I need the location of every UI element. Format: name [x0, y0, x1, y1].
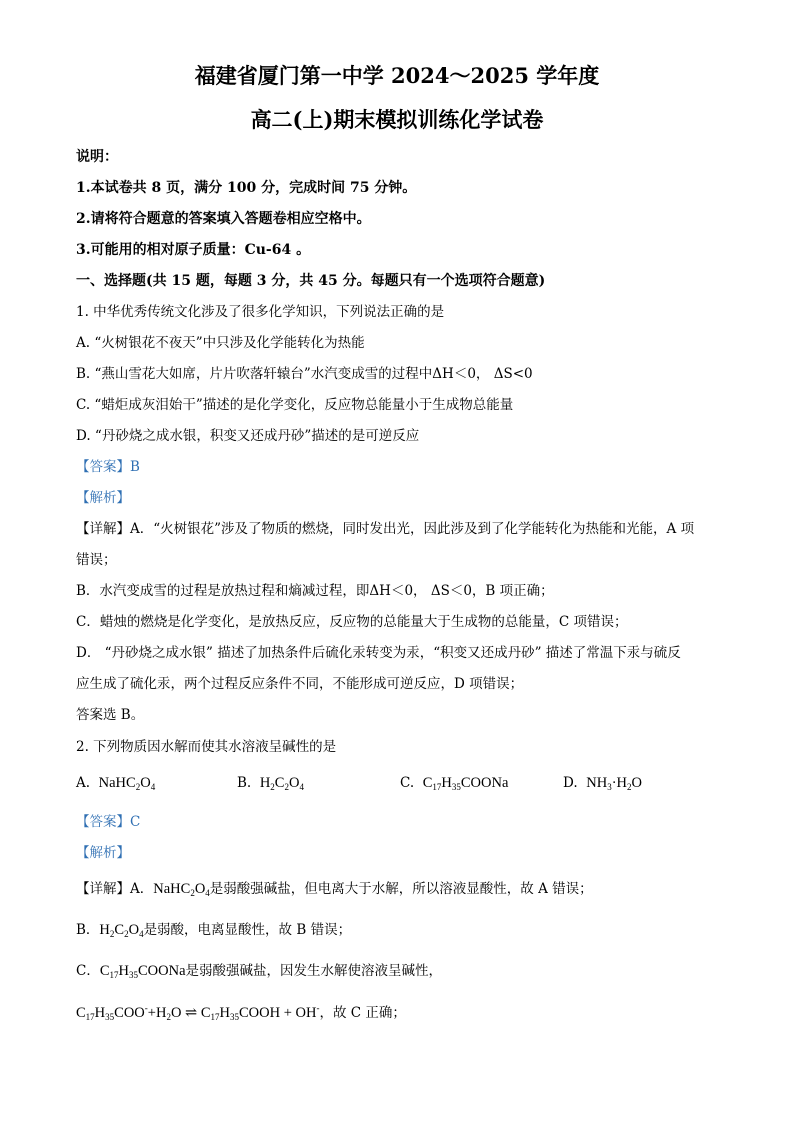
q1-option-a: A. “火树银花不夜天”中只涉及化学能转化为热能	[76, 335, 365, 351]
q1-analysis-label: 【解析】	[76, 490, 130, 506]
q1-option-d: D. “丹砂烧之成水银，积变又还成丹砂”描述的是可逆反应	[76, 428, 420, 444]
notes-heading: 说明：	[76, 149, 118, 165]
note-3: 3.可能用的相对原子质量：Cu-64 。	[76, 242, 311, 258]
q2-option-a: A. $NaHC_2O_4$	[76, 775, 156, 792]
q1-detail-c: C．蜡烛的燃烧是化学变化，是放热反应，反应物的总能量大于生成物的总能量，C 项错误；	[76, 614, 628, 630]
exam-title-line2: 高二(上)期末模拟训练化学试卷	[250, 107, 544, 132]
q2-stem: 2. 下列物质因水解而使其水溶液呈碱性的是	[76, 739, 337, 755]
note-1: 1.本试卷共 8 页，满分 100 分，完成时间 75 分钟。	[76, 180, 417, 196]
q2-option-b: B. $H_2C_2O_4$	[237, 775, 304, 792]
q1-detail-d-cont: 应生成了硫化汞，两个过程反应条件不同，不能形成可逆反应，D 项错误；	[76, 676, 524, 692]
section-heading: 一、选择题(共 15 题，每题 3 分，共 45 分。每题只有一个选项符合题意)	[76, 273, 546, 289]
q2-hydrolysis-equation: $C_{17}H_{35}COO^-+H_2O$ ⇌ $C_{17}H_{35}COOH + OH^-$，故 C 正确；	[76, 1003, 406, 1022]
q1-detail-d: D． “丹砂烧之成水银” 描述了加热条件后硫化汞转变为汞，“积变又还成丹砂” 描述了常温下汞与硫反	[76, 645, 681, 661]
exam-title-line1: 福建省厦门第一中学 2024～2025 学年度	[194, 63, 600, 88]
q1-option-b: B. “燕山雪花大如席，片片吹落轩辕台”水汽变成雪的过程中ΔH＜0， ΔS<0	[76, 366, 533, 382]
q1-stem: 1. 中华优秀传统文化涉及了很多化学知识，下列说法正确的是	[76, 304, 445, 320]
reversible-arrow-icon: ⇌	[185, 1005, 198, 1021]
q2-detail-c: C．$C_{17}H_{35}COONa$是弱酸强碱盐，因发生水解使溶液呈碱性，	[76, 963, 443, 980]
q1-detail-a-cont: 错误；	[76, 552, 117, 568]
q1-conclusion: 答案选 B。	[76, 707, 145, 723]
q2-answer: 【答案】C	[76, 814, 141, 830]
note-2: 2.请将符合题意的答案填入答题卷相应空格中。	[76, 211, 371, 227]
q2-option-c: C. $C_{17}H_{35}COONa$	[400, 775, 509, 792]
q1-option-c: C. “蜡炬成灰泪始干”描述的是化学变化，反应物总能量小于生成物总能量	[76, 397, 514, 413]
q1-detail-b: B．水汽变成雪的过程是放热过程和熵减过程，即ΔH＜0， ΔS＜0，B 项正确；	[76, 583, 554, 599]
q2-detail-b: B．$H_2C_2O_4$是弱酸，电离显酸性，故 B 错误；	[76, 922, 352, 939]
q1-detail-a: 【详解】A．“火树银花”涉及了物质的燃烧，同时发出光，因此涉及到了化学能转化为热能和光能，A 项	[76, 521, 695, 537]
q2-detail-a: 【详解】A．$NaHC_2O_4$是弱酸强碱盐，但电离大于水解，所以溶液显酸性，故 A 错误；	[76, 881, 593, 898]
q2-option-d: D. $NH_3\cdot H_2O$	[563, 775, 642, 792]
q1-answer: 【答案】B	[76, 459, 140, 475]
q2-analysis-label: 【解析】	[76, 845, 130, 861]
